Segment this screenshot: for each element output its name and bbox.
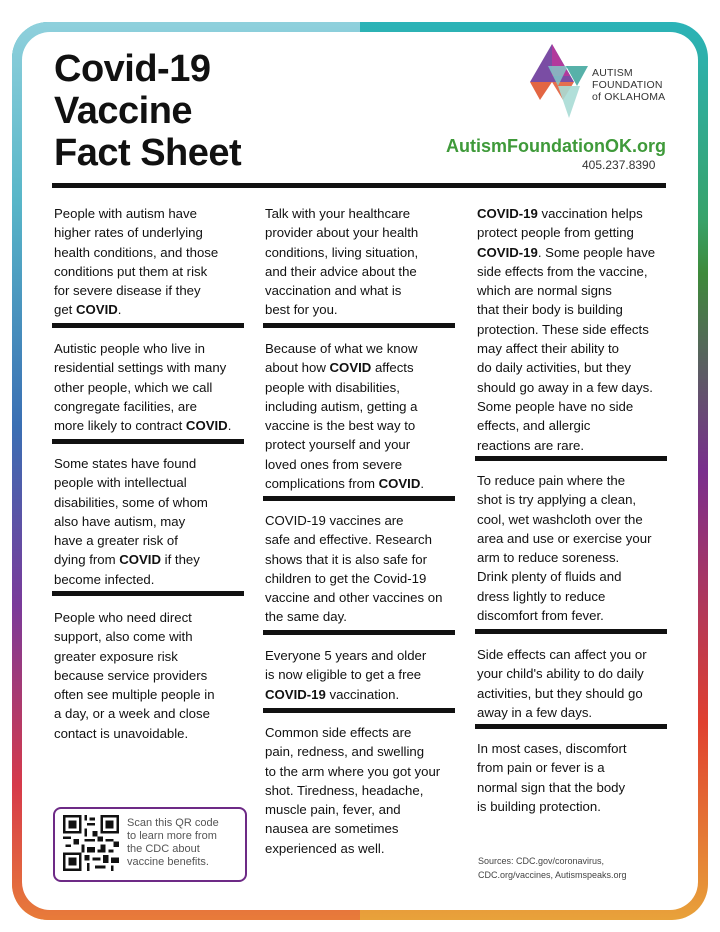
text-line: Autistic people who live in <box>54 341 206 356</box>
section-divider <box>263 496 455 501</box>
text-line: residential settings with many <box>54 360 227 376</box>
qr-caption <box>127 817 219 869</box>
text-line: for severe disease if they <box>54 283 201 299</box>
text-line: people with intellectual <box>54 475 187 491</box>
text-line: also have autism, may <box>54 513 186 529</box>
text-line: COVID-19 vaccination helps <box>477 206 643 221</box>
text-line: complications from COVID. <box>265 476 425 492</box>
text-line: other people, which we call <box>54 379 213 395</box>
text-line: health conditions, and those <box>54 244 219 260</box>
section-divider <box>263 708 455 713</box>
text-line: vaccine benefits. <box>127 856 209 868</box>
text-line: provider about your health <box>265 225 419 241</box>
qr-code-icon[interactable] <box>63 815 119 871</box>
text-line: shot is try applying a clean, <box>477 492 637 508</box>
text-line: children to get the Covid-19 <box>265 570 427 586</box>
text-line: including autism, getting a <box>265 398 418 414</box>
text-line: to the arm where you got your <box>265 763 441 779</box>
website-link[interactable]: AutismFoundationOK.org <box>446 136 666 156</box>
text-line: best for you. <box>265 302 338 318</box>
section-divider <box>52 591 244 596</box>
text-line: and their advice about the <box>265 263 417 279</box>
phone-number: 405.237.8390 <box>582 158 656 172</box>
text-line: because service providers <box>54 667 208 683</box>
qr-code-box <box>53 807 247 882</box>
text-line: which are normal signs <box>477 283 612 299</box>
text-line: the same day. <box>265 609 347 625</box>
text-line: side effects from the vaccine, <box>477 263 648 279</box>
text-block <box>265 646 426 704</box>
text-line: protect yourself and your <box>265 437 411 453</box>
logo-line: AUTISM <box>592 67 633 79</box>
text-line: more likely to contract COVID. <box>54 418 232 434</box>
section-divider <box>52 439 244 444</box>
text-line: should go away in a few days. <box>477 379 653 395</box>
section-divider <box>475 724 667 729</box>
text-line: safe and effective. Research <box>265 532 432 548</box>
text-line: vaccine is the best way to <box>265 418 416 434</box>
text-line: COVID-19 vaccination. <box>265 686 400 702</box>
text-line: about how COVID affects <box>265 360 414 376</box>
section-divider <box>475 456 667 461</box>
text-line: shot. Tiredness, headache, <box>265 782 424 798</box>
text-line: COVID-19 vaccines are <box>265 513 404 528</box>
text-line: a day, or a week and close <box>54 706 210 722</box>
text-block <box>477 204 655 455</box>
title-line: Covid-19 <box>54 48 211 90</box>
text-line: is now eligible to get a free <box>265 667 422 683</box>
text-line: disabilities, some of whom <box>54 494 208 510</box>
logo-text <box>592 67 665 103</box>
text-line: protection. These side effects <box>477 321 649 337</box>
header-divider <box>52 183 666 188</box>
text-line: Common side effects are <box>265 725 412 740</box>
text-line: support, also come with <box>54 629 193 645</box>
text-line: discomfort from fever. <box>477 608 604 624</box>
text-line: experienced as well. <box>265 840 385 856</box>
text-line: have a greater risk of <box>54 533 178 549</box>
text-line: cool, wet washcloth over the <box>477 511 643 527</box>
text-line: loved ones from severe <box>265 456 403 472</box>
text-line: Sources: CDC.gov/coronavirus, <box>478 856 605 866</box>
text-line: Because of what we know <box>265 341 418 356</box>
text-block <box>477 645 647 722</box>
text-block <box>477 739 627 816</box>
text-line: vaccination and what is <box>265 283 402 299</box>
section-divider <box>475 629 667 634</box>
text-block <box>54 454 208 589</box>
text-line: dying from COVID if they <box>54 552 200 568</box>
text-line: COVID-19. Some people have <box>477 244 656 260</box>
text-line: get COVID. <box>54 302 122 318</box>
section-divider <box>263 630 455 635</box>
text-line: normal sign that the body <box>477 779 626 795</box>
text-line: shows that it is also safe for <box>265 551 427 567</box>
text-line: conditions, living situation, <box>265 244 419 260</box>
text-line: muscle pain, fever, and <box>265 802 401 818</box>
title-line: Vaccine <box>54 90 193 132</box>
text-line: To reduce pain where the <box>477 473 626 488</box>
text-line: CDC.org/vaccines, Autismspeaks.org <box>478 869 627 880</box>
text-line: People who need direct <box>54 610 192 625</box>
text-block <box>265 339 424 493</box>
text-line: effects, and allergic <box>477 418 591 434</box>
text-line: arm to reduce soreness. <box>477 550 620 566</box>
text-line: People with autism have <box>54 206 197 221</box>
text-line: protect people from getting <box>477 225 634 241</box>
text-line: greater exposure risk <box>54 648 178 664</box>
text-line: area and use or exercise your <box>477 530 652 546</box>
text-block <box>54 204 218 320</box>
text-line: higher rates of underlying <box>54 225 203 241</box>
text-block <box>265 511 442 627</box>
text-line: do daily activities, but they <box>477 360 631 376</box>
text-line: from pain or fever is a <box>477 760 605 776</box>
text-line: become infected. <box>54 571 155 587</box>
page-title <box>54 48 241 174</box>
text-line: contact is unavoidable. <box>54 725 189 741</box>
text-line: to learn more from <box>127 830 217 842</box>
text-line: nausea are sometimes <box>265 821 399 837</box>
text-line: often see multiple people in <box>54 687 215 703</box>
text-line: Scan this QR code <box>127 817 219 829</box>
logo-line: FOUNDATION <box>592 79 663 91</box>
text-line: is building protection. <box>477 798 601 814</box>
text-line: pain, redness, and swelling <box>265 744 425 760</box>
title-line: Fact Sheet <box>54 132 242 174</box>
text-line: conditions put them at risk <box>54 263 208 279</box>
text-block <box>265 723 440 858</box>
autism-foundation-logo-icon <box>522 42 594 120</box>
text-line: dress lightly to reduce <box>477 588 606 604</box>
text-line: Talk with your healthcare <box>265 206 411 221</box>
text-line: Drink plenty of fluids and <box>477 569 622 585</box>
text-line: congregate facilities, are <box>54 398 197 414</box>
text-line: people with disabilities, <box>265 379 400 395</box>
text-line: Some people have no side <box>477 398 634 414</box>
text-line: reactions are rare. <box>477 437 585 453</box>
text-line: Some states have found <box>54 456 197 471</box>
logo-line: of OKLAHOMA <box>592 91 666 103</box>
text-line: vaccine and other vaccines on <box>265 590 443 606</box>
text-block <box>265 204 418 320</box>
sources-note <box>478 855 627 882</box>
text-line: away in a few days. <box>477 704 593 720</box>
section-divider <box>263 323 455 328</box>
text-line: activities, but they should go <box>477 685 643 701</box>
text-block <box>54 608 215 743</box>
text-line: the CDC about <box>127 843 200 855</box>
text-block <box>54 339 231 435</box>
text-line: your child's ability to do daily <box>477 666 644 682</box>
text-line: may affect their ability to <box>477 341 619 357</box>
text-line: that their body is building <box>477 302 623 318</box>
section-divider <box>52 323 244 328</box>
text-line: In most cases, discomfort <box>477 741 627 756</box>
text-line: Side effects can affect you or <box>477 647 647 662</box>
text-line: Everyone 5 years and older <box>265 648 427 663</box>
text-block <box>477 471 651 625</box>
